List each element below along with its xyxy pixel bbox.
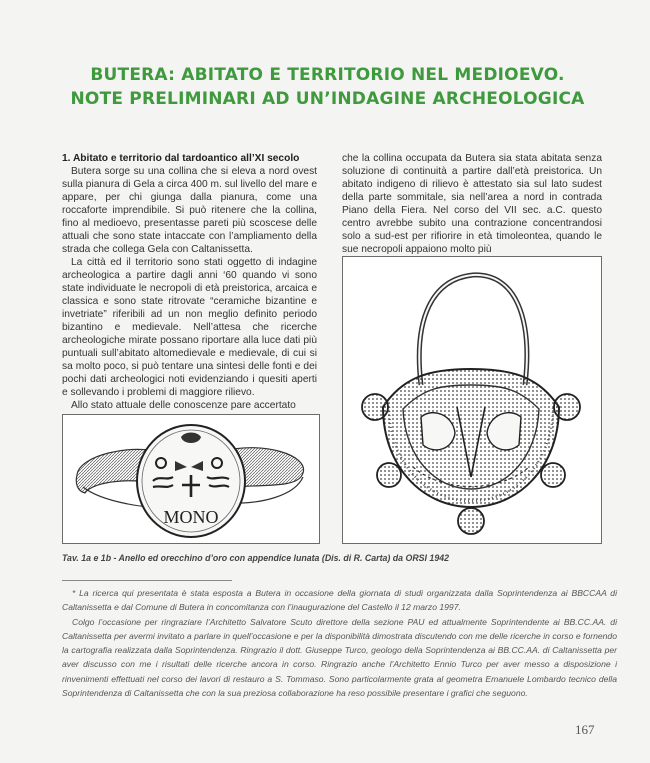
right-text-column [342,152,602,256]
ring-inscription: MONO [163,507,219,527]
paragraph-1: Butera sorge su una collina che si eleva a nord ovest sulla pianura di Gela a circa 400 m. sul livello del mare e appare, per chi giunga dalla pianura, come una roccaforte imprendibile. Si può ritenere che la collina, fino al medioevo, presentasse pareti più scoscese delle attuali che sono state intaccate con l’ampliamento della strada che collega Gela con Caltanissetta. [62,166,317,255]
left-text-column [62,152,317,412]
article-title-line-1: BUTERA: ABITATO E TERRITORIO NEL MEDIOEVO. [90,65,565,85]
section-heading: 1. Abitato e territorio dal tardoantico all’XI secolo [62,153,300,164]
footnote-paragraph-2: Colgo l’occasione per ringraziare l’Architetto Salvatore Scuto direttore della sezione PAU ed attualmente Soprintendente ai BB.CC.AA. di Caltanissetta per avermi invitato a parlare in quell’occasione e per la disponibilità dimostrata discutendo con me delle ricerche in corso e fornendo la cartografia realizzata dalla Soprintendenza. Ringrazio il dott. Giuseppe Turco, geologo della Soprintendenza ai BB.CC.AA. di Caltanissetta per aver discusso con me i risultati delle ricerche ancora in corso. Ringrazio anche l’Architetto Ennio Turco per aver messo a disposizione i rinvenimenti effettuati nel corso dei lavori di restauro a S. Tommaso. Sono particolarmente grata al geometra Emanuele Lombardo tecnico della Soprintendenza di Caltanissetta che con la sua preziosa collaborazione ha reso possibile presentare i grafici che seguono. [62,616,617,699]
ring-drawing [63,415,319,543]
ring-figure [62,414,320,544]
earring-figure [342,256,602,544]
article-title-line-2: NOTE PRELIMINARI AD UN’INDAGINE ARCHEOLOGICA [70,89,585,109]
footnote-paragraph-1: * La ricerca qui presentata è stata esposta a Butera in occasione della giornata di studi organizzata dalla Soprintendenza ai BBCCAA di Caltanissetta e dal Comune di Butera in concomitanza con l’inaugurazione del Castello il 12 marzo 1997. [62,588,617,613]
paragraph-2: La città ed il territorio sono stati oggetto di indagine archeologica a partire dagli anni ‘60 quando vi sono state individuate le necropoli di età preistorica, arcaica e classica e sono state ritrovate “ceramiche bizantine e invetriate” riferibili ad un non meglio definito periodo bizantino e medievale. Nell’attesa che ricerche archeologiche mirate possano riportare alla luce dati più puntuali sull’abitato altomedievale e medievale, di cui si sa molto poco, si può tentare una sintesi delle fonti e dei pochi dati archeologici noti evidenziando i quesiti aperti e sollevando i problemi di maggiore rilievo. [62,257,317,398]
footnote [62,586,617,700]
footnote-divider [62,580,232,581]
paragraph-continuation: che la collina occupata da Butera sia stata abitata senza soluzione di continuità a partire dall’età preistorica. Un abitato indigeno di rilievo è attestato sia sul lato sudest della parte sommitale, sia nell’area a nord in contrada Piano della Fiera. Nel corso del VII sec. a.C. questo centro avrebbe subito una contrazione concentrandosi solo a sud-est per rifiorire in età timoleontea, quando le sue necropoli appaiono molto più [342,153,602,255]
earring-drawing [343,257,601,543]
paragraph-3: Allo stato attuale delle conoscenze pare accertato [71,400,296,411]
figure-caption: Tav. 1a e 1b - Anello ed orecchino d’oro con appendice lunata (Dis. di R. Carta) da ORSI 1942 [62,553,449,563]
page-number: 167 [575,722,595,737]
